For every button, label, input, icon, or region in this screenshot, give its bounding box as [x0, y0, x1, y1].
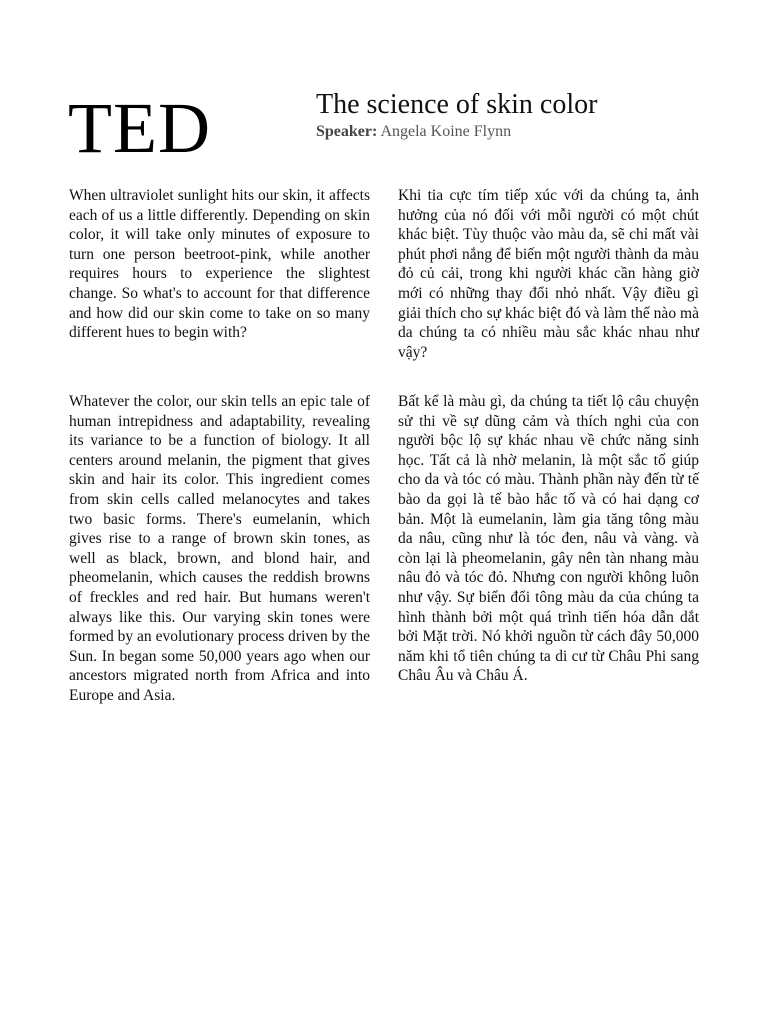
speaker-name: Angela Koine Flynn	[380, 123, 512, 140]
english-paragraph-2-text: Whatever the color, our skin tells an epic tale of human intrepidness and adaptability, revealing its variance to be a function of biology. It all centers around melanin, the pigment that gives skin and hair its color. This ingredient comes from skin cells called melanocytes and takes two basic forms. There's eumelanin, which gives rise to a range of brown skin tones, as well as black, brown, and blond hair, and pheomelanin, which causes the reddish browns of freckles and red hair. But humans weren't always like this. Our varying skin tones were formed by an evolutionary process driven by the Sun. In began some 50,000 years ago when our ancestors migrated north from Africa and into Europe and Asia.	[69, 393, 370, 704]
speaker-label: Speaker:	[316, 123, 378, 140]
vietnamese-paragraph-2-text: Bất kể là màu gì, da chúng ta tiết lộ câu chuyện sử thi về sự dũng cảm và thích nghi của con người bộc lộ sự khác nhau về chức năng sinh học. Tất cả là nhờ melanin, là một sắc tố giúp cho da và tóc có màu. Thành phần này đến từ tế bào da gọi là tế bào hắc tố và có hai dạng cơ bản. Một là eumelanin, làm gia tăng tông màu da nâu, cũng như là tóc đen, nâu và vàng. và còn lại là pheomelanin, gây nên tàn nhang màu nâu đỏ và tóc đỏ. Nhưng con người không luôn như vậy. Sự biến đổi tông màu da của chúng ta hình thành bởi một quá trình tiến hóa dẫn dắt bởi Mặt trời. Nó khởi nguồn từ cách đây 50,000 năm khi tổ tiên chúng ta di cư từ Châu Phi sang Châu Âu và Châu Á.	[398, 393, 699, 685]
vietnamese-paragraph-1	[398, 186, 699, 362]
vietnamese-paragraph-2	[398, 392, 699, 686]
ted-logo: TED	[68, 88, 211, 168]
english-paragraph-2	[69, 392, 370, 706]
vietnamese-paragraph-1-text: Khi tia cực tím tiếp xúc với da chúng ta, ảnh hưởng của nó đối với mỗi người có một chút khác biệt. Tùy thuộc vào màu da, sẽ chỉ mất vài phút phơi nắng để biến một người thành da màu đỏ củ cải, trong khi người khác cần hàng giờ mới có những thay đổi nhỏ nhất. Vậy điều gì giải thích cho sự khác biệt đó và làm thế nào mà da chúng ta có nhiều màu sắc khác nhau như vậy?	[398, 187, 699, 361]
english-paragraph-1-text: When ultraviolet sunlight hits our skin, it affects each of us a little differently. Depending on skin color, it will take only minutes of exposure to turn one person beetroot-pink, while another requires hours to experience the slightest change. So what's to account for that difference and how did our skin come to take on so many different hues to begin with?	[69, 187, 370, 342]
english-paragraph-1	[69, 186, 370, 343]
talk-title: The science of skin color	[316, 89, 598, 120]
speaker-line	[316, 122, 511, 142]
